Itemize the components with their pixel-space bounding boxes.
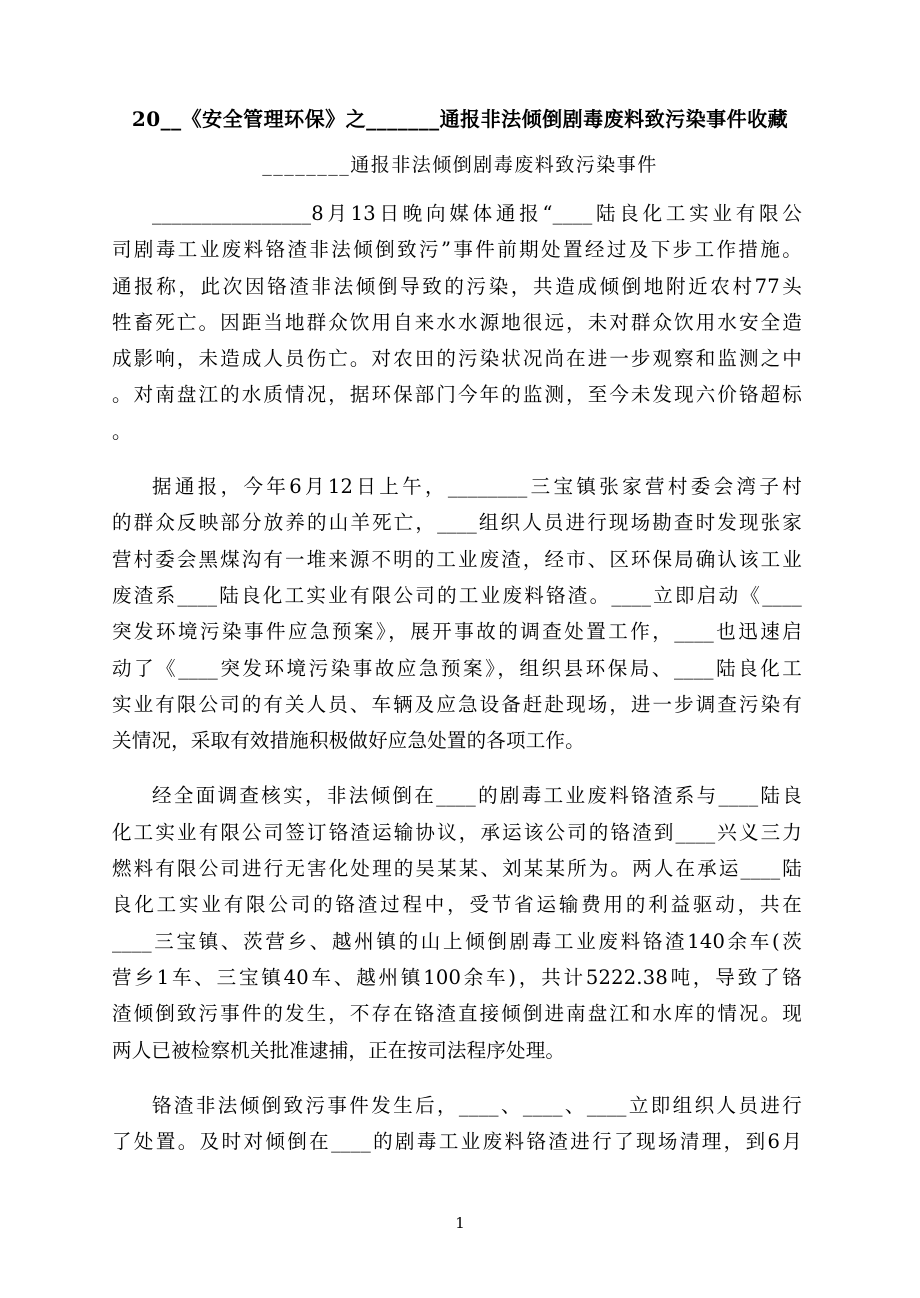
paragraph-line: 铬渣非法倾倒致污事件发生后，____、____、____立即组织人员进行	[152, 1093, 802, 1117]
paragraph-line: 成影响，未造成人员伤亡。对农田的污染状况尚在进一步观察和监测之中	[112, 347, 802, 371]
paragraph-line: 渣倾倒致污事件的发生，不存在铬渣直接倾倒进南盘江和水库的情况。现	[112, 1002, 802, 1026]
paragraph-line: 关情况，采取有效措施积极做好应急处置的各项工作。	[112, 729, 585, 753]
document-title: 20__《安全管理环保》之_______通报非法倾倒剧毒废料致污染事件收藏	[131, 107, 789, 131]
paragraph-line: 通报称，此次因铬渣非法倾倒导致的污染，共造成倾倒地附近农村77头	[112, 274, 802, 298]
paragraph-line: 了处置。及时对倾倒在____的剧毒工业废料铬渣进行了现场清理，到6月	[112, 1130, 802, 1154]
paragraph-line: 牲畜死亡。因距当地群众饮用自来水水源地很远，未对群众饮用水安全造	[112, 310, 802, 334]
paragraph-line: 动了《____突发环境污染事故应急预案》，组织县环保局、____陆良化工	[112, 656, 802, 680]
paragraph-line: 。	[112, 419, 132, 443]
paragraph-4	[112, 1088, 802, 1161]
paragraph-line: 营乡1车、三宝镇40车、越州镇100余车)，共计5222.38吨，导致了铬	[112, 965, 802, 989]
paragraph-line: 化工实业有限公司签订铬渣运输协议，承运该公司的铬渣到____兴义三力	[112, 820, 802, 844]
paragraph-line: 燃料有限公司进行无害化处理的吴某某、刘某某所为。两人在承运____陆	[112, 857, 802, 881]
paragraph-1	[112, 196, 802, 450]
paragraph-line: ____三宝镇、茨营乡、越州镇的山上倾倒剧毒工业废料铬渣140余车(茨	[112, 929, 802, 953]
paragraph-line: 良化工实业有限公司的铬渣过程中，受节省运输费用的利益驱动，共在	[112, 893, 802, 917]
paragraph-3	[112, 778, 802, 1068]
paragraph-line: 的群众反映部分放养的山羊死亡，____组织人员进行现场勘查时发现张家	[112, 511, 802, 535]
paragraph-line: 。对南盘江的水质情况，据环保部门今年的监测，至今未发现六价铬超标	[112, 383, 802, 407]
paragraph-line: 司剧毒工业废料铬渣非法倾倒致污”事件前期处置经过及下步工作措施。	[112, 238, 802, 262]
paragraph-line: ________________8月13日晚向媒体通报“____陆良化工实业有限公	[152, 202, 802, 225]
paragraph-line: 营村委会黑煤沟有一堆来源不明的工业废渣，经市、区环保局确认该工业	[112, 547, 802, 571]
paragraph-line: 经全面调查核实，非法倾倒在____的剧毒工业废料铬渣系与____陆良	[152, 784, 802, 808]
paragraph-line: 两人已被检察机关批准逮捕，正在按司法程序处理。	[112, 1038, 566, 1062]
paragraph-line: 废渣系____陆良化工实业有限公司的工业废料铬渣。____立即启动《____	[112, 583, 802, 607]
document-subtitle: ________通报非法倾倒剧毒废料致污染事件	[262, 154, 658, 176]
paragraph-line: 突发环境污染事件应急预案》，展开事故的调查处置工作，____也迅速启	[112, 620, 802, 644]
paragraph-2	[112, 469, 802, 759]
document-body	[112, 196, 802, 1179]
paragraph-line: 据通报，今年6月12日上午，________三宝镇张家营村委会湾子村	[152, 475, 802, 499]
page-number: 1	[455, 1214, 465, 1232]
paragraph-line: 实业有限公司的有关人员、车辆及应急设备赶赴现场，进一步调查污染有	[112, 692, 802, 716]
